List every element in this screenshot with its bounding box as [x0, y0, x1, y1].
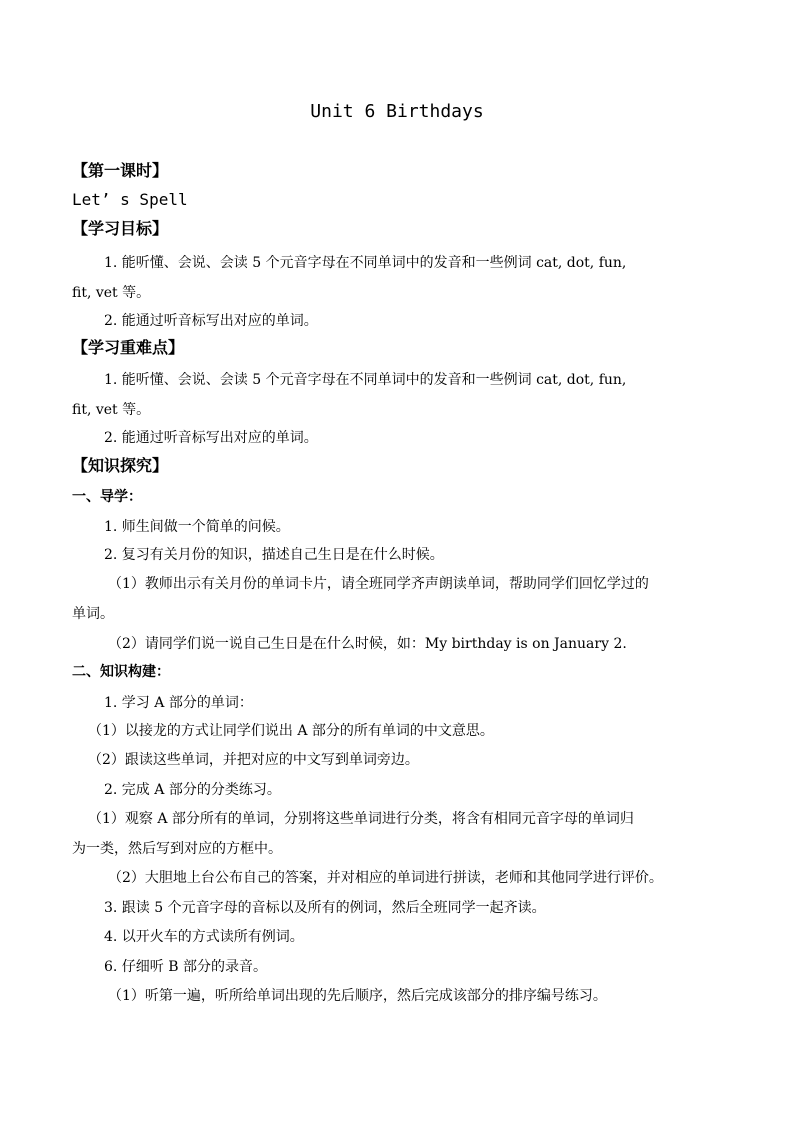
lesson-name: Let’ s Spell [72, 190, 188, 209]
build-line: （1）听第一遍，听所给单词出现的先后顺序，然后完成该部分的排序编号练习。 [108, 988, 607, 1004]
build-line: （2）跟读这些单词，并把对应的中文写到单词旁边。 [88, 752, 419, 768]
build-line: （1）以接龙的方式让同学们说出 A 部分的所有单词的中文意思。 [88, 723, 494, 739]
lesson-heading: 【第一课时】 [72, 161, 169, 180]
guide-line: 单词。 [72, 606, 114, 622]
goal-line: 2. 能通过听音标写出对应的单词。 [104, 313, 318, 329]
keypoints-heading: 【学习重难点】 [72, 338, 185, 357]
guide-line: （2）请同学们说一说自己生日是在什么时候，如：My birthday is on January 2. [108, 636, 627, 652]
section-heading-build: 二、知识构建： [72, 664, 170, 680]
explore-heading: 【知识探究】 [72, 456, 169, 475]
build-line: 为一类，然后写到对应的方框中。 [72, 841, 282, 857]
section-heading-guide: 一、导学： [72, 489, 142, 505]
guide-line: 2. 复习有关月份的知识，描述自己生日是在什么时候。 [104, 547, 444, 563]
goals-heading: 【学习目标】 [72, 219, 169, 238]
build-line: 3. 跟读 5 个元音字母的音标以及所有的例词，然后全班同学一起齐读。 [104, 900, 546, 916]
goal-line: fit, vet 等。 [72, 285, 151, 301]
goal-line: 1. 能听懂、会说、会读 5 个元音字母在不同单词中的发音和一些例词 cat, dot, fun, [104, 255, 627, 271]
keypoint-line: fit, vet 等。 [72, 402, 151, 418]
build-line: 6. 仔细听 B 部分的录音。 [104, 959, 267, 975]
build-line: 4. 以开火车的方式读所有例词。 [104, 929, 304, 945]
build-line: （2）大胆地上台公布自己的答案，并对相应的单词进行拼读，老师和其他同学进行评价。 [108, 870, 663, 886]
keypoint-line: 1. 能听懂、会说、会读 5 个元音字母在不同单词中的发音和一些例词 cat, dot, fun, [104, 372, 627, 388]
guide-line: 1. 师生间做一个简单的问候。 [104, 519, 290, 535]
build-line: 1. 学习 A 部分的单词： [104, 695, 253, 711]
build-line: 2. 完成 A 部分的分类练习。 [104, 782, 281, 798]
keypoint-line: 2. 能通过听音标写出对应的单词。 [104, 430, 318, 446]
guide-line: （1）教师出示有关月份的单词卡片，请全班同学齐声朗读单词，帮助同学们回忆学过的 [108, 576, 649, 592]
build-line: （1）观察 A 部分所有的单词，分别将这些单词进行分类，将含有相同元音字母的单词归 [88, 811, 634, 827]
document-title: Unit 6 Birthdays [310, 101, 484, 122]
